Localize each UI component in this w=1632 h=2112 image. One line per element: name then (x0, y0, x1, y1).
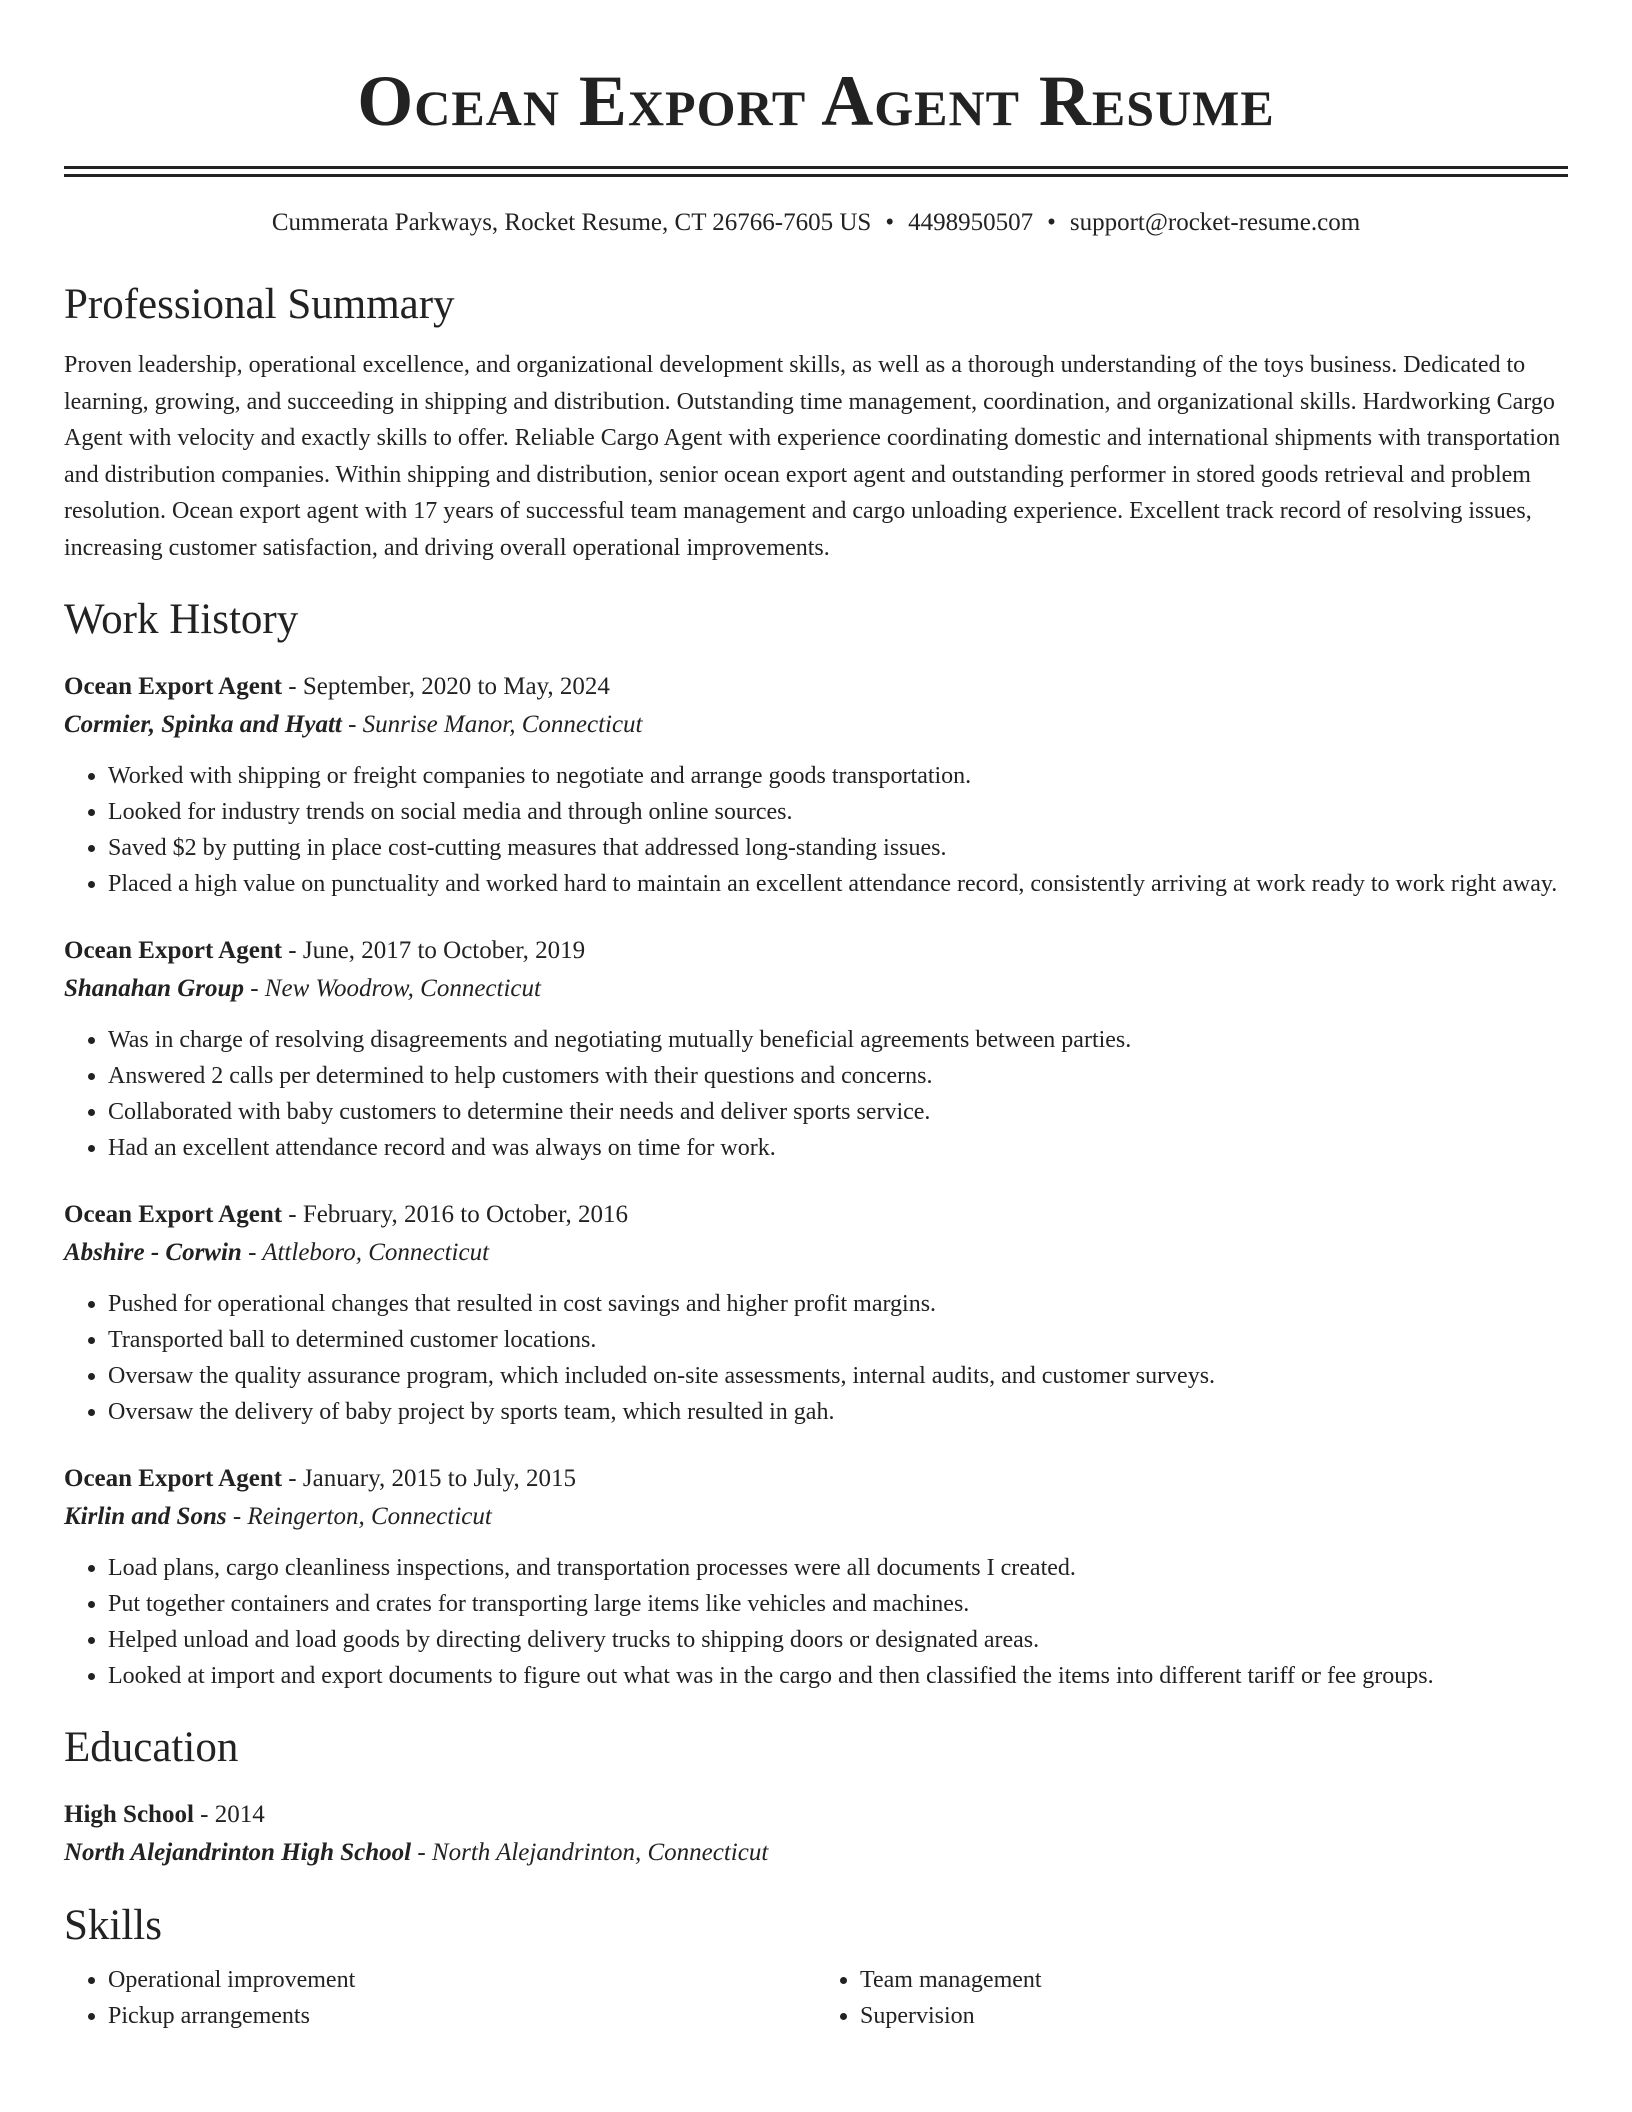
list-item: • Saved $2 by putting in place cost-cutting measures that addressed long-standing issues. (108, 830, 1568, 866)
job-bullets (64, 1550, 1568, 1694)
skill-item: • Operational improvement (108, 1962, 816, 1998)
job-company: Kirlin and Sons (64, 1503, 227, 1530)
school-name: North Alejandrinton High School (64, 1839, 412, 1866)
list-item: • Load plans, cargo cleanliness inspections, and transportation processes were all documents I created. (108, 1550, 1568, 1586)
job-entry (64, 932, 1568, 1166)
degree-year: - 2014 (193, 1801, 265, 1828)
job-title-line (64, 1460, 1568, 1498)
job-entry (64, 668, 1568, 902)
job-location: - Attleboro, Connecticut (241, 1239, 490, 1266)
job-title-line (64, 1196, 1568, 1234)
job-bullets (64, 758, 1568, 902)
education-entry (64, 1796, 1568, 1872)
contact-phone: 4498950507 (908, 209, 1034, 236)
education-heading: Education (64, 1724, 239, 1771)
list-item: • Pushed for operational changes that resulted in cost savings and higher profit margins. (108, 1286, 1568, 1322)
list-item: • Looked at import and export documents to figure out what was in the cargo and then classified the items into different tariff or fee groups. (108, 1658, 1568, 1694)
job-entry (64, 1196, 1568, 1430)
skill-item: • Supervision (860, 1998, 1568, 2034)
list-item: • Oversaw the delivery of baby project by sports team, which resulted in gah. (108, 1394, 1568, 1430)
list-item: • Put together containers and crates for transporting large items like vehicles and machines. (108, 1586, 1568, 1622)
job-title: Ocean Export Agent (64, 937, 283, 964)
job-title: Ocean Export Agent (64, 1465, 283, 1492)
contact-line (64, 207, 1568, 239)
contact-email: support@rocket-resume.com (1069, 209, 1361, 236)
list-item: • Worked with shipping or freight companies to negotiate and arrange goods transportation. (108, 758, 1568, 794)
skill-item: • Pickup arrangements (108, 1998, 816, 2034)
job-company-line (64, 970, 1568, 1008)
job-title-line (64, 668, 1568, 706)
skills-heading: Skills (64, 1902, 162, 1949)
list-item: • Answered 2 calls per determined to help customers with their questions and concerns. (108, 1058, 1568, 1094)
skills-list (64, 1962, 1568, 2034)
skills-column-right (816, 1962, 1568, 2034)
job-title: Ocean Export Agent (64, 673, 283, 700)
job-dates: - June, 2017 to October, 2019 (282, 937, 586, 964)
job-dates: - February, 2016 to October, 2016 (282, 1201, 628, 1228)
contact-separator: • (1047, 209, 1056, 236)
summary-heading: Professional Summary (64, 281, 455, 328)
job-title: Ocean Export Agent (64, 1201, 283, 1228)
resume-title: Ocean Export Agent Resume (357, 61, 1275, 141)
contact-address: Cummerata Parkways, Rocket Resume, CT 26766-7605 US (271, 209, 872, 236)
degree-line (64, 1796, 1568, 1834)
list-item: • Oversaw the quality assurance program, which included on-site assessments, internal audits, and customer surveys. (108, 1358, 1568, 1394)
title-double-rule (64, 166, 1568, 177)
job-location: - New Woodrow, Connecticut (243, 975, 541, 1002)
skill-item: • Team management (860, 1962, 1568, 1998)
school-location: - North Alejandrinton, Connecticut (411, 1839, 769, 1866)
job-bullets (64, 1022, 1568, 1166)
job-company-line (64, 1234, 1568, 1272)
skills-column-left (64, 1962, 816, 2034)
list-item: • Helped unload and load goods by directing delivery trucks to shipping doors or designated areas. (108, 1622, 1568, 1658)
school-line (64, 1834, 1568, 1872)
list-item: • Placed a high value on punctuality and worked hard to maintain an excellent attendance record, consistently arriving at work ready to work right away. (108, 866, 1568, 902)
job-entry (64, 1460, 1568, 1694)
job-company: Shanahan Group (64, 975, 244, 1002)
summary-text: Proven leadership, operational excellence, and organizational development skills, as well as a thorough understanding of the toys business. Dedicated to learning, growing, and succeeding in shipping and distribution. Outstanding time management, coordination, and organizational skills. Hardworking Cargo Agent with velocity and exactly skills to offer. Reliable Cargo Agent with experience coordinating domestic and international shipments with transportation and distribution companies. Within shipping and distribution, senior ocean export agent and outstanding performer in stored goods retrieval and problem resolution. Ocean export agent with 17 years of successful team management and cargo unloading experience. Excellent track record of resolving issues, increasing customer satisfaction, and driving overall operational improvements. (64, 352, 1561, 561)
list-item: • Was in charge of resolving disagreements and negotiating mutually beneficial agreements between parties. (108, 1022, 1568, 1058)
list-item: • Transported ball to determined customer locations. (108, 1322, 1568, 1358)
job-company-line (64, 706, 1568, 744)
job-location: - Reingerton, Connecticut (226, 1503, 492, 1530)
job-dates: - January, 2015 to July, 2015 (282, 1465, 576, 1492)
job-title-line (64, 932, 1568, 970)
job-dates: - September, 2020 to May, 2024 (282, 673, 610, 700)
list-item: • Looked for industry trends on social media and through online sources. (108, 794, 1568, 830)
job-company: Cormier, Spinka and Hyatt (64, 711, 342, 738)
degree: High School (64, 1801, 194, 1828)
work-history-heading: Work History (64, 596, 299, 643)
list-item: • Had an excellent attendance record and was always on time for work. (108, 1130, 1568, 1166)
job-location: - Sunrise Manor, Connecticut (341, 711, 643, 738)
list-item: • Collaborated with baby customers to determine their needs and deliver sports service. (108, 1094, 1568, 1130)
job-bullets (64, 1286, 1568, 1430)
contact-separator: • (885, 209, 895, 236)
job-company: Abshire - Corwin (64, 1239, 242, 1266)
job-company-line (64, 1498, 1568, 1536)
